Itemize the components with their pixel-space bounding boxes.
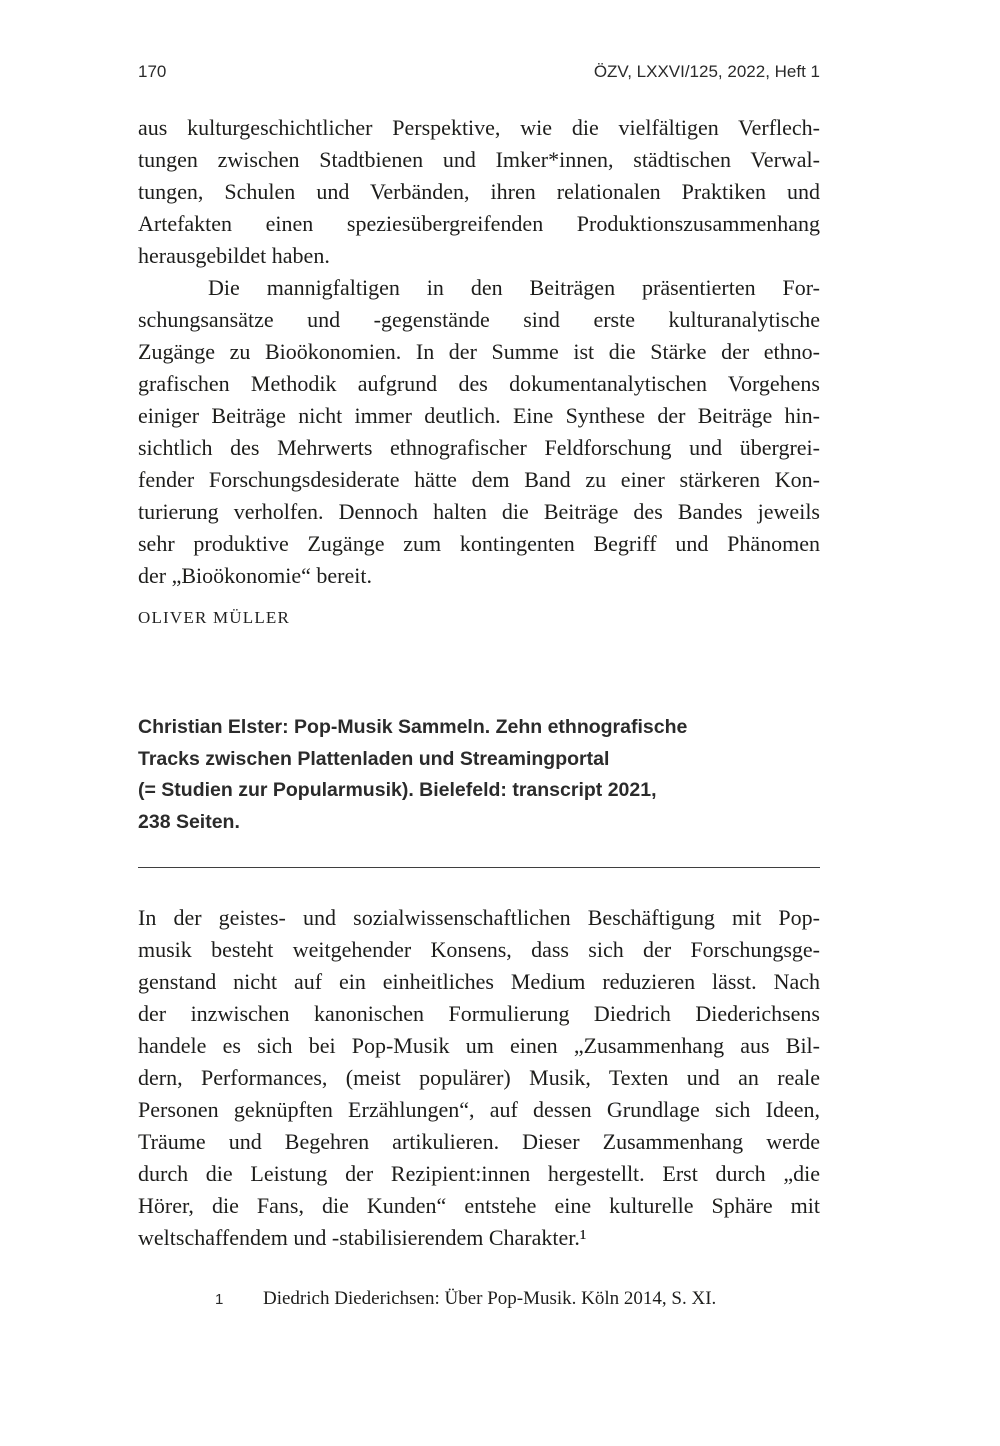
text-line: Träume und Begehren artikulieren. Dieser Zusammenhang werde: [138, 1129, 820, 1154]
review-ending-text: [138, 112, 820, 592]
heading-line: Tracks zwischen Plattenladen und Streamingportal: [138, 747, 610, 770]
page-number: 170: [138, 62, 167, 81]
text-line: turierung verholfen. Dennoch halten die Beiträge des Bandes jeweils: [138, 499, 820, 524]
text-line: dern, Performances, (meist populärer) Musik, Texten und an reale: [138, 1065, 820, 1090]
running-header: [138, 62, 820, 82]
footnote-text: Diedrich Diederichsen: Über Pop-Musik. Köln 2014, S. XI.: [263, 1288, 717, 1309]
text-line: Zugänge zu Bioökonomien. In der Summe ist die Stärke der ethno-: [138, 339, 820, 364]
book-review-text: [138, 902, 820, 1254]
footnote-marker: 1: [215, 1291, 224, 1308]
text-line: herausgebildet haben.: [138, 243, 330, 268]
text-line: einiger Beiträge nicht immer deutlich. Eine Synthese der Beiträge hin-: [138, 403, 820, 428]
heading-line: 238 Seiten.: [138, 810, 240, 833]
text-line: Personen geknüpften Erzählungen“, auf dessen Grundlage sich Ideen,: [138, 1097, 820, 1122]
text-line: Die mannigfaltigen in den Beiträgen präsentierten For-: [208, 275, 820, 300]
text-line: der inzwischen kanonischen Formulierung Diedrich Diederichsens: [138, 1001, 820, 1026]
text-line: Hörer, die Fans, die Kunden“ entstehe eine kulturelle Sphäre mit: [138, 1193, 820, 1218]
text-line: sehr produktive Zugänge zum kontingenten Begriff und Phänomen: [138, 531, 820, 556]
journal-issue-label: ÖZV, LXXVI/125, 2022, Heft 1: [593, 62, 820, 81]
reviewer-name: OLIVER MÜLLER: [138, 608, 291, 627]
text-line: durch die Leistung der Rezipient:innen hergestellt. Erst durch „die: [138, 1161, 820, 1186]
section-divider: [138, 867, 820, 868]
text-line: fender Forschungsdesiderate hätte dem Band zu einer stärkeren Kon-: [138, 467, 820, 492]
text-line: In der geistes- und sozialwissenschaftlichen Beschäftigung mit Pop-: [138, 905, 820, 930]
text-line: musik besteht weitgehender Konsens, dass sich der Forschungsge-: [138, 937, 820, 962]
book-review-heading: [138, 712, 820, 838]
text-line: weltschaffendem und -stabilisierendem Charakter.¹: [138, 1225, 587, 1250]
text-line: sichtlich des Mehrwerts ethnografischer Feldforschung und übergrei-: [138, 435, 820, 460]
text-line: grafischen Methodik aufgrund des dokumentanalytischen Vorgehens: [138, 371, 820, 396]
text-line: handele es sich bei Pop-Musik um einen „Zusammenhang aus Bil-: [138, 1033, 820, 1058]
heading-line: (= Studien zur Popularmusik). Bielefeld: transcript 2021,: [138, 779, 657, 801]
text-line: tungen zwischen Stadtbienen und Imker*innen, städtischen Verwal-: [138, 147, 820, 172]
text-line: genstand nicht auf ein einheitliches Medium reduzieren lässt. Nach: [138, 969, 820, 994]
heading-line: Christian Elster: Pop-Musik Sammeln. Zehn ethnografische: [138, 716, 688, 738]
text-line: der „Bioökonomie“ bereit.: [138, 563, 372, 588]
text-line: tungen, Schulen und Verbänden, ihren relationalen Praktiken und: [138, 179, 820, 204]
footnote: [138, 1288, 820, 1310]
text-line: schungsansätze und -gegenstände sind erste kulturanalytische: [138, 307, 820, 332]
text-line: Artefakten einen speziesübergreifenden Produktionszusammenhang: [138, 211, 820, 236]
text-line: aus kulturgeschichtlicher Perspektive, wie die vielfältigen Verflech-: [138, 115, 820, 140]
